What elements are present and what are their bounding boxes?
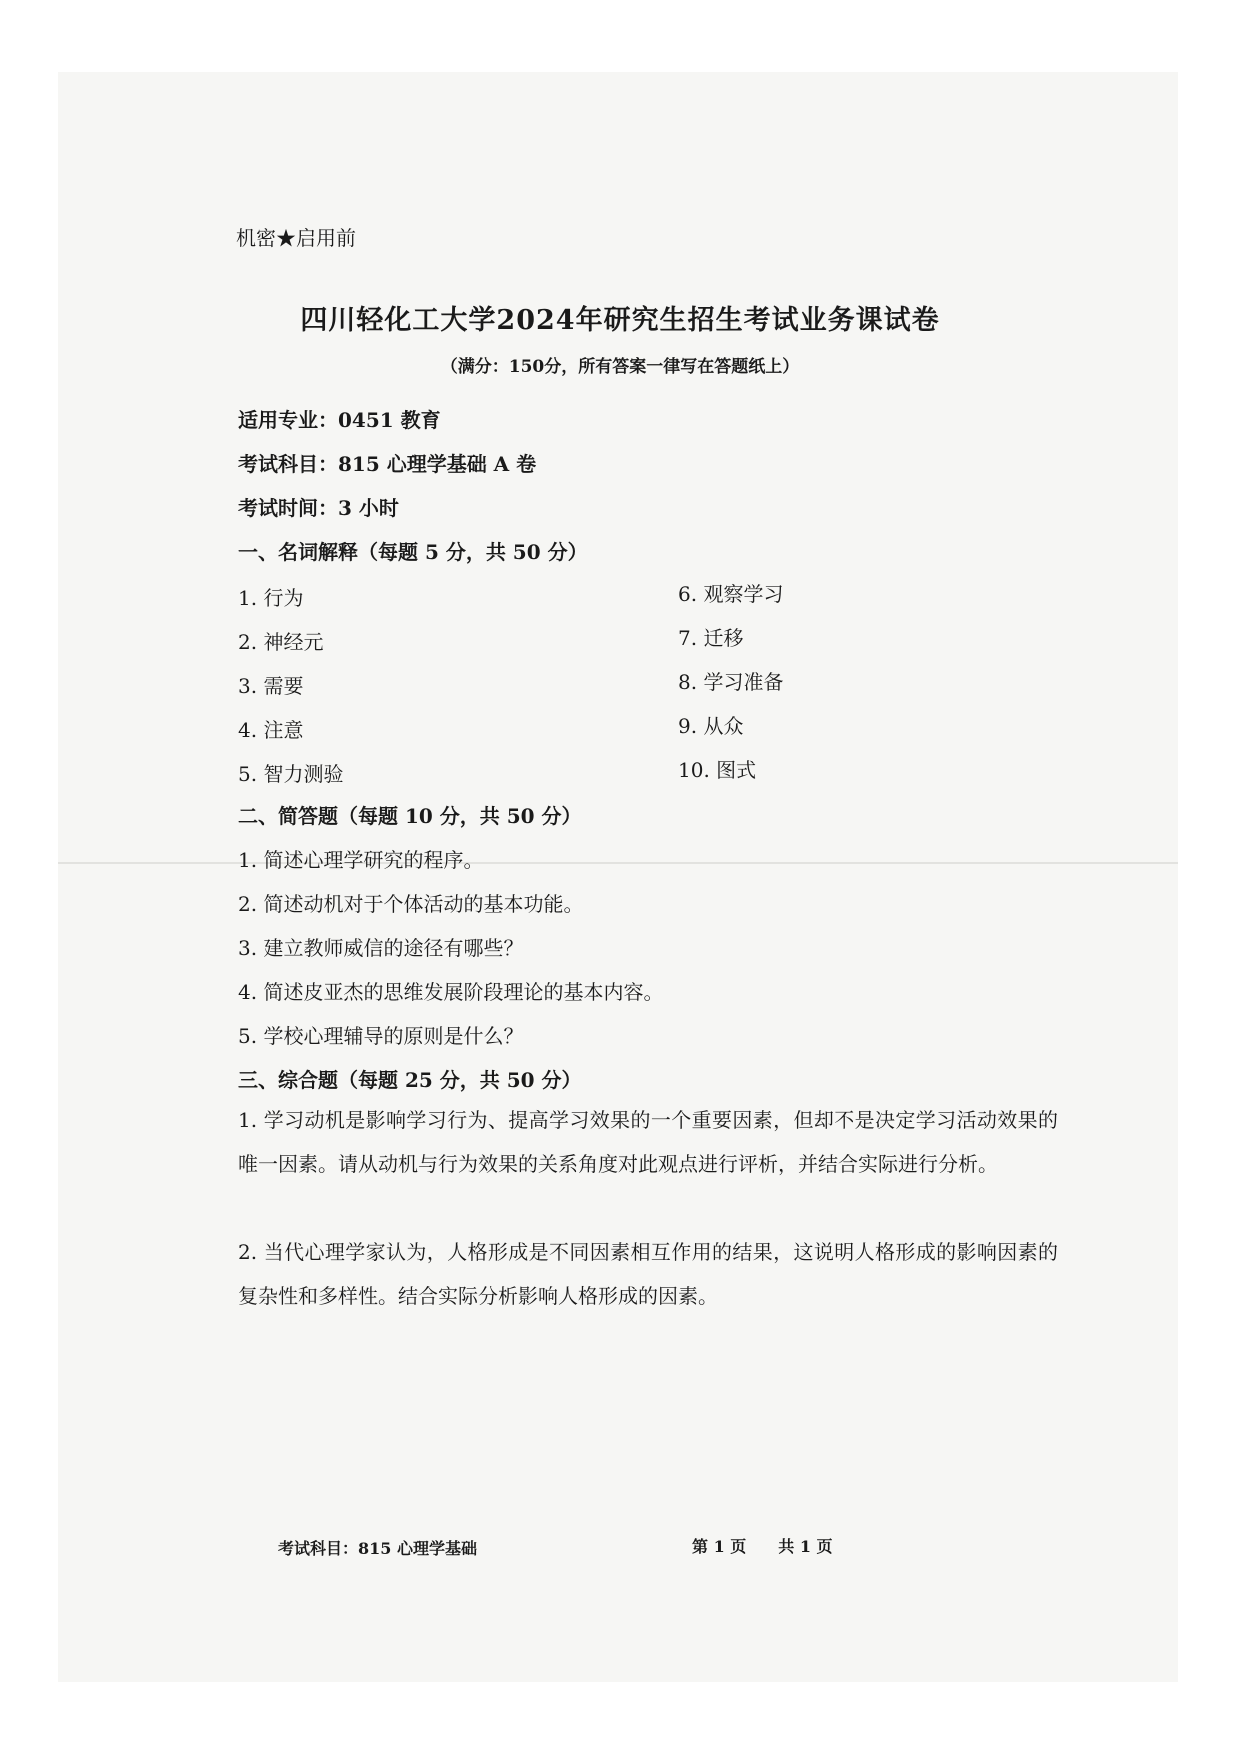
section3-title: 三、综合题（每题 25 分，共 50 分） (238, 1068, 582, 1092)
major-line (238, 404, 441, 433)
short-answer-item: 1. 简述心理学研究的程序。 (238, 848, 484, 872)
term-item: 3. 需要 (238, 674, 304, 698)
essay-question: 2. 当代心理学家认为，人格形成是不同因素相互作用的结果，这说明人格形成的影响因素的复杂性和多样性。结合实际分析影响人格形成的因素。 (238, 1240, 1058, 1308)
essay-question: 1. 学习动机是影响学习行为、提高学习效果的一个重要因素，但却不是决定学习活动效果的唯一因素。请从动机与行为效果的关系角度对此观点进行评析，并结合实际进行分析。 (238, 1108, 1058, 1176)
section1-title: 一、名词解释（每题 5 分，共 50 分） (238, 540, 588, 564)
term-item: 6. 观察学习 (678, 582, 784, 606)
term-item: 8. 学习准备 (678, 670, 784, 694)
time-label: 考试时间： (238, 496, 338, 520)
short-answer-item: 3. 建立教师威信的途径有哪些？ (238, 936, 524, 960)
short-answer-item: 4. 简述皮亚杰的思维发展阶段理论的基本内容。 (238, 980, 664, 1004)
major-value: 0451 教育 (338, 408, 441, 432)
subject-label: 考试科目： (238, 452, 338, 476)
time-value: 3 小时 (338, 496, 399, 520)
footer-page: 第 1 页 共 1 页 (692, 1537, 833, 1556)
exam-title: 四川轻化工大学2024年研究生招生考试业务课试卷 (300, 305, 940, 336)
exam-subtitle: （满分：150分，所有答案一律写在答题纸上） (440, 357, 800, 377)
section2-title: 二、简答题（每题 10 分，共 50 分） (238, 804, 582, 828)
term-item: 10. 图式 (678, 758, 757, 782)
short-answer-item: 5. 学校心理辅导的原则是什么？ (238, 1024, 524, 1048)
fold-line (58, 862, 1178, 864)
confidential-mark: 机密★启用前 (236, 226, 356, 250)
subject-value: 815 心理学基础 A 卷 (338, 452, 537, 476)
term-item: 9. 从众 (678, 714, 744, 738)
term-item: 2. 神经元 (238, 630, 324, 654)
major-label: 适用专业： (238, 408, 338, 432)
time-line (238, 492, 399, 521)
term-item: 1. 行为 (238, 586, 304, 610)
term-item: 7. 迁移 (678, 626, 744, 650)
term-item: 5. 智力测验 (238, 762, 344, 786)
term-item: 4. 注意 (238, 718, 304, 742)
short-answer-item: 2. 简述动机对于个体活动的基本功能。 (238, 892, 584, 916)
subject-line (238, 448, 536, 477)
footer-subject: 考试科目：815 心理学基础 (278, 1539, 477, 1558)
